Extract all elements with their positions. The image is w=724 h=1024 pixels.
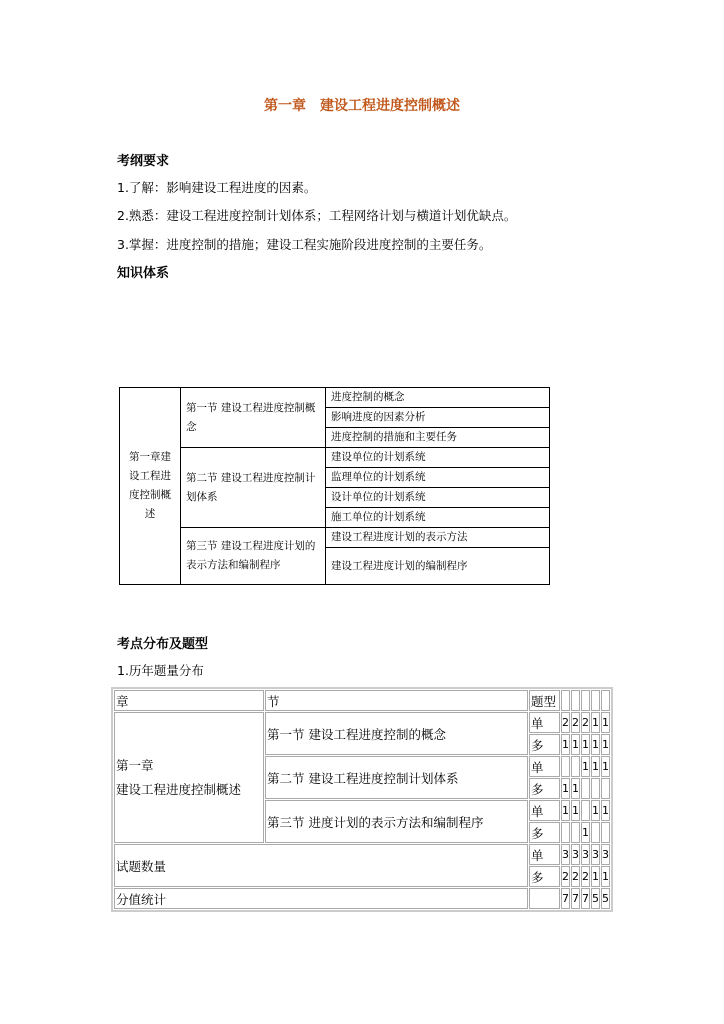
year-header-cell [591,690,600,711]
topic-cell: 设计单位的计划系统 [326,488,550,508]
topic-cell: 进度控制的措施和主要任务 [326,428,550,448]
count-cell: 1 [601,712,610,733]
count-cell: 1 [571,734,580,755]
count-cell [561,822,570,843]
count-cell: 1 [581,734,590,755]
count-cell: 5 [601,888,610,909]
count-cell: 2 [571,712,580,733]
knowledge-structure-table [119,387,550,585]
count-cell: 7 [561,888,570,909]
year-header-cell [581,690,590,711]
requirement-item: 2.熟悉：建设工程进度控制计划体系；工程网络计划与横道计划优缺点。 [117,208,517,223]
topic-cell: 建设工程进度计划的编制程序 [326,548,550,585]
knowledge-system-heading: 知识体系 [117,266,170,281]
count-cell [591,778,600,799]
score-row [114,888,610,909]
count-cell [601,822,610,843]
requirement-item: 1.了解：影响建设工程进度的因素。 [117,180,317,195]
section-cell: 第二节 建设工程进度控制计划体系 [265,756,528,799]
count-cell: 1 [591,712,600,733]
count-cell: 3 [581,844,590,865]
year-header-cell [561,690,570,711]
chapter-number: 第一章 [116,757,154,773]
topic-cell: 监理单位的计划系统 [326,468,550,488]
distribution-heading: 考点分布及题型 [117,637,209,652]
section-cell: 第三节 进度计划的表示方法和编制程序 [265,800,528,843]
total-row [114,844,610,865]
count-cell: 1 [561,800,570,821]
count-cell: 5 [591,888,600,909]
count-cell [591,822,600,843]
type-multi: 多 [529,778,560,799]
chapter-name: 建设工程进度控制概述 [116,781,242,797]
count-cell [601,778,610,799]
count-cell: 1 [601,800,610,821]
chapter-cell [114,712,264,843]
topic-cell: 建设工程进度计划的表示方法 [326,528,550,548]
header-type: 题型 [529,690,560,711]
count-cell: 1 [571,778,580,799]
count-cell: 2 [581,712,590,733]
count-cell: 1 [591,866,600,887]
year-header-cell [571,690,580,711]
type-single: 单 [529,800,560,821]
count-cell [581,800,590,821]
table-row [114,712,610,733]
distribution-subheading: 1.历年题量分布 [117,663,204,678]
count-cell: 2 [581,866,590,887]
count-cell: 1 [591,734,600,755]
count-cell: 1 [581,756,590,777]
question-distribution-table [111,687,613,912]
requirement-item: 3.掌握：进度控制的措施；建设工程实施阶段进度控制的主要任务。 [117,237,492,252]
count-cell: 3 [571,844,580,865]
score-label: 分值统计 [114,888,528,909]
section-cell: 第二节 建设工程进度控制计划体系 [181,448,326,528]
count-cell: 1 [591,756,600,777]
section-cell: 第一节 建设工程进度控制概念 [181,388,326,448]
topic-cell: 施工单位的计划系统 [326,508,550,528]
exam-requirements-heading: 考纲要求 [117,154,170,169]
count-cell: 1 [561,734,570,755]
count-cell: 1 [581,822,590,843]
type-multi: 多 [529,734,560,755]
total-label: 试题数量 [114,844,528,887]
topic-cell: 进度控制的概念 [326,388,550,408]
type-multi: 多 [529,866,560,887]
header-chapter: 章 [114,690,264,711]
count-cell: 7 [581,888,590,909]
count-cell: 2 [561,712,570,733]
year-header-cell [601,690,610,711]
count-cell: 2 [561,866,570,887]
topic-cell: 建设单位的计划系统 [326,448,550,468]
section-cell: 第一节 建设工程进度控制的概念 [265,712,528,755]
count-cell: 1 [601,734,610,755]
empty-cell [529,888,560,909]
count-cell: 3 [601,844,610,865]
topic-cell: 影响进度的因素分析 [326,408,550,428]
count-cell: 1 [591,800,600,821]
type-single: 单 [529,844,560,865]
chapter-cell: 第一章建设工程进度控制概述 [120,388,181,585]
count-cell: 7 [571,888,580,909]
count-cell: 3 [591,844,600,865]
count-cell: 1 [601,756,610,777]
count-cell [571,822,580,843]
type-single: 单 [529,756,560,777]
count-cell: 3 [561,844,570,865]
header-section: 节 [265,690,528,711]
count-cell: 2 [571,866,580,887]
count-cell: 1 [561,778,570,799]
section-cell: 第三节 建设工程进度计划的表示方法和编制程序 [181,528,326,585]
chapter-title: 第一章 建设工程进度控制概述 [264,98,460,114]
count-cell [561,756,570,777]
count-cell [571,756,580,777]
type-multi: 多 [529,822,560,843]
table-header-row [114,690,610,711]
count-cell [581,778,590,799]
count-cell: 1 [601,866,610,887]
count-cell: 1 [571,800,580,821]
type-single: 单 [529,712,560,733]
